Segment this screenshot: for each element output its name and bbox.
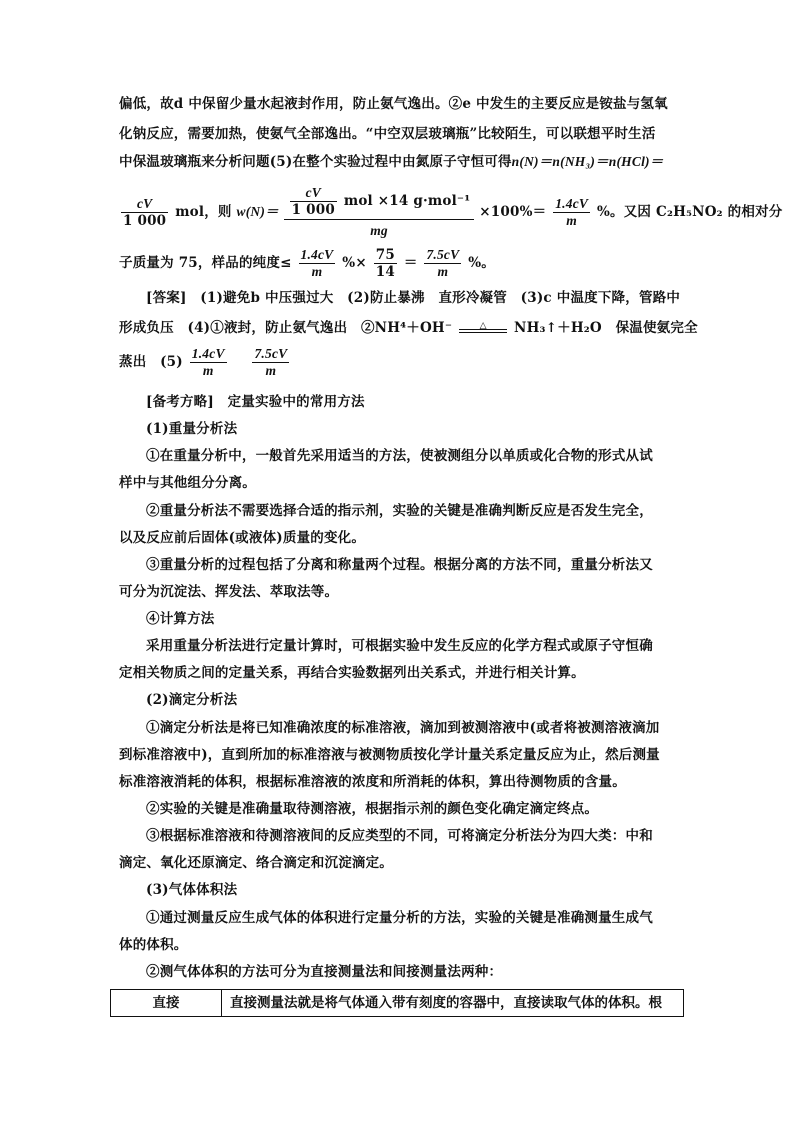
paragraph-line: ②重量分析法不需要选择合适的指示剂，实验的关键是准确判断反应是否发生完全， [146,503,653,519]
fraction-7.5cv: $\frac{7.5cV}{m}$ [426,247,460,279]
paragraph-line: ①滴定分析法是将已知准确浓度的标准溶液，滴加到被测溶液中(或者将被测溶液滴加 [146,720,660,736]
text-segment: NH₃↑＋H₂O 保温使氨完全 [514,320,698,336]
paragraph-line: 到标准溶液中)，直到所加的标准溶液与被测物质按化学计量关系定量反应为止，然后测量 [119,747,660,763]
fraction-1.4cv: $\frac{1.4cV}{m}$ [191,346,225,378]
paragraph-line: 体的体积。 [119,937,188,953]
subsection-heading: ④计算方法 [146,611,215,627]
paragraph-line: 滴定、氧化还原滴定、络合滴定和沉淀滴定。 [119,855,393,871]
answer-line [119,318,698,338]
section-heading: [备考方略] 定量实验中的常用方法 [146,394,365,410]
text-segment: mol，则 [175,204,232,220]
text-line [119,152,679,172]
reaction-arrow-icon: △ [457,322,509,336]
fraction-1.4cv: $\frac{1.4cV}{m}$ [300,247,334,279]
text-segment: 形成负压 (4)①液封，防止氨气逸出 ②NH⁴＋OH⁻ [119,320,453,336]
text-segment: ×100%＝ [479,204,547,220]
paragraph-line: ③重量分析的过程包括了分离和称量两个过程。根据分离的方法不同，重量分析法又 [146,557,653,573]
table-cell-method: 直接 [111,990,222,1016]
paragraph-line: 可分为沉淀法、挥发法、萃取法等。 [119,584,339,600]
fraction-cv-1000: $\frac{cV}{1 000}$ [123,196,167,229]
text-segment: %。又因 C₂H₅NO₂ 的相对分 [597,204,783,220]
answer-line [119,344,679,380]
paragraph-line: ①通过测量反应生成气体的体积进行定量分析的方法，实验的关键是准确测量生成气 [146,910,653,926]
paragraph-line: ②实验的关键是准确量取待测溶液，根据指示剂的颜色变化确定滴定终点。 [146,801,599,817]
subsection-heading: (1)重量分析法 [146,421,238,437]
paragraph-line: 样中与其他组分分离。 [119,475,256,491]
table-cell-description: 直接测量法就是将气体通入带有刻度的容器中，直接读取气体的体积。根 [230,995,662,1011]
subsection-heading: (2)滴定分析法 [146,692,238,708]
fraction-75-14: $\frac{75}{14}$ [375,247,395,280]
text-line: 化钠反应，需要加热，使氨气全部逸出。“中空双层玻璃瓶”比较陌生，可以联想平时生活 [119,126,656,142]
text-segment: %。 [468,255,495,271]
subsection-heading: (3)气体体积法 [146,882,238,898]
answer-line: [答案] (1)避免b 中压强过大 (2)防止暴沸 直形冷凝管 (3)c 中温度下降，管路中 [146,290,681,306]
formula-line [119,184,783,240]
paragraph-line: ①在重量分析中，一般首先采用适当的方法，使被测组分以单质或化合物的形式从试 [146,448,653,464]
formula-segment: n(N)＝n(NH₃)＝n(HCl)＝ [511,154,664,169]
paragraph-line: ③根据标准溶液和待测溶液间的反应类型的不同，可将滴定分析法分为四大类：中和 [146,828,653,844]
text-line: 偏低，故d 中保留少量水起液封作用，防止氨气逸出。②e 中发生的主要反应是铵盐与氢氧 [119,96,668,112]
paragraph-line: 标准溶液消耗的体积，根据标准溶液的浓度和所消耗的体积，算出待测物质的含量。 [119,774,626,790]
text-segment: ＝ [403,255,418,271]
paragraph-line: ②测气体体积的方法可分为直接测量法和间接测量法两种： [146,964,503,980]
fraction-1.4cv: $\frac{1.4cV}{m}$ [555,196,589,228]
text-segment: %× [342,255,367,271]
fraction-cv-1000-inner: $\frac{cV}{1 000}$ [291,185,335,218]
text-segment: 子质量为 75，样品的纯度≤ [119,255,292,271]
text-segment: 中保温玻璃瓶来分析问题(5)在整个实验过程中由氮原子守恒可得 [119,154,512,170]
paragraph-line: 定相关物质之间的定量关系，再结合实验数据列出关系式，并进行相关计算。 [119,665,585,681]
fraction-mass: $\frac{cV}{1 000}$ mol ×14 g·mol⁻¹ mg [284,185,475,240]
method-table [110,989,684,1017]
unit-text: mol ×14 g·mol⁻¹ [343,193,471,209]
paragraph-line: 以及反应前后固体(或液体)质量的变化。 [119,530,366,546]
fraction-7.5cv: $\frac{7.5cV}{m}$ [254,346,288,378]
formula-line [119,246,679,280]
paragraph-line: 采用重量分析法进行定量计算时，可根据实验中发生反应的化学方程式或原子守恒确 [146,638,653,654]
formula-segment: w(N)＝ [236,204,279,219]
text-segment: 蒸出 (5) [119,354,183,370]
